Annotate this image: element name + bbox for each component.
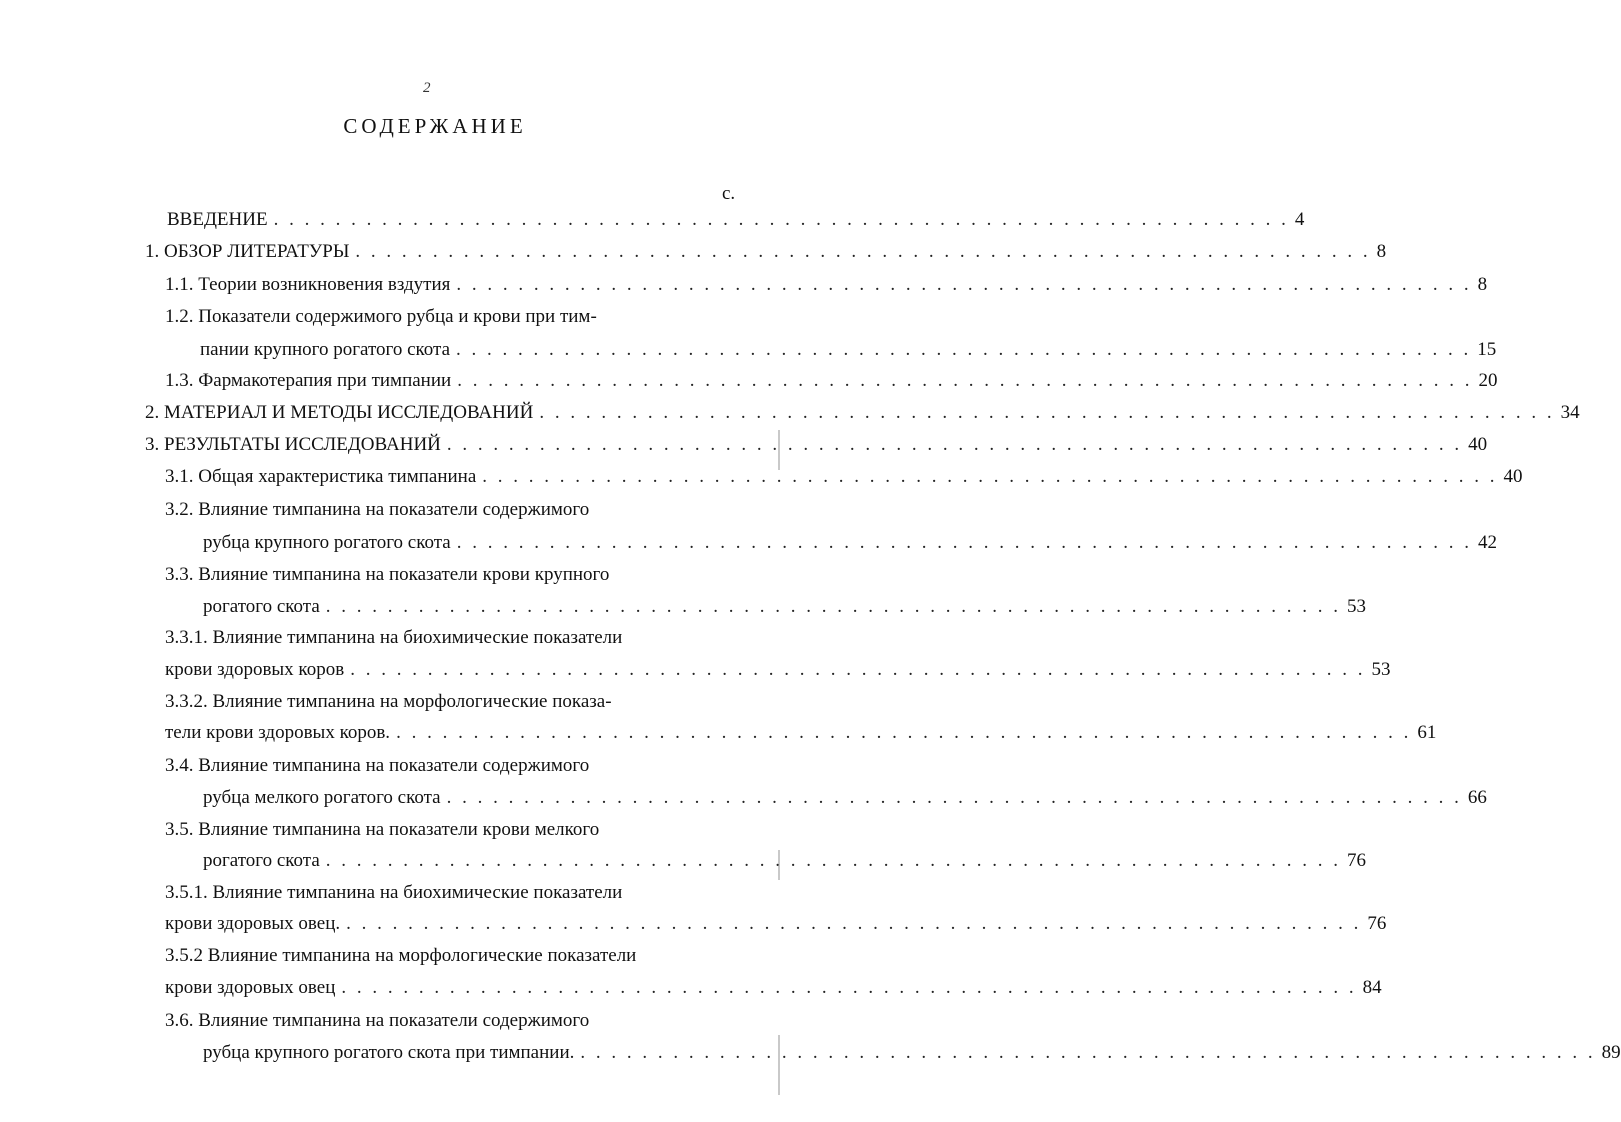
toc-entry-label-line1[interactable]: 3.5. Влияние тимпанина на показатели крови мелкого — [165, 819, 600, 840]
toc-entry-label-line1[interactable]: 3.5.1. Влияние тимпанина на биохимические показатели — [165, 882, 623, 903]
toc-entry-label-line2: крови здоровых коров — [165, 659, 345, 680]
toc-entry-page: 20 — [1478, 370, 1498, 391]
toc-entry-label: 3. РЕЗУЛЬТАТЫ ИССЛЕДОВАНИЙ — [145, 434, 441, 455]
toc-leader-dots: . . . . . . . . . . . . . . . . . . . . . . . . . . . . . . . . . . . . . . . . . . . . . . . . . . . . . . . . . . . . . . . . . . — [325, 596, 1342, 617]
page-number: 2 — [423, 80, 431, 96]
toc-entry[interactable] — [145, 402, 1580, 428]
toc-entry-label-line1[interactable]: 3.3.1. Влияние тимпанина на биохимические показатели — [165, 627, 623, 648]
toc-entry-label-line1[interactable]: 3.3. Влияние тимпанина на показатели крови крупного — [165, 564, 610, 585]
toc-entry-page: 89 — [1601, 1042, 1621, 1063]
toc-entry-label-line2: пании крупного рогатого скота — [200, 339, 451, 360]
toc-entry[interactable] — [165, 466, 1523, 492]
toc-entry-label-line2: рубца крупного рогатого скота — [203, 532, 451, 553]
toc-entry-page: 53 — [1347, 596, 1367, 617]
toc-entry-page: 76 — [1367, 913, 1387, 934]
page-column-label: с. — [722, 183, 736, 204]
toc-entry-page: 76 — [1347, 850, 1367, 871]
toc-entry-page: 40 — [1503, 466, 1523, 487]
toc-entry-page: 66 — [1467, 787, 1487, 808]
toc-leader-dots: . . . . . . . . . . . . . . . . . . . . . . . . . . . . . . . . . . . . . . . . . . . . . . . . . . . . . . . . . . . . . . . . . . — [580, 1042, 1596, 1063]
toc-entry-page: 34 — [1560, 402, 1580, 423]
toc-entry-label-line1[interactable]: 3.2. Влияние тимпанина на показатели содержимого — [165, 499, 590, 520]
toc-entry-label-line2: тели крови здоровых коров. — [165, 722, 391, 743]
toc-entry-label-line1[interactable]: 3.6. Влияние тимпанина на показатели содержимого — [165, 1010, 590, 1031]
toc-entry-label: 1.1. Теории возникновения вздутия — [165, 274, 451, 295]
toc-leader-dots: . . . . . . . . . . . . . . . . . . . . . . . . . . . . . . . . . . . . . . . . . . . . . . . . . . . . . . . . . . . . . . . . . . — [341, 977, 1357, 998]
toc-entry[interactable] — [167, 209, 1305, 235]
toc-entry-label-line2: крови здоровых овец — [165, 977, 336, 998]
toc-leader-dots: . . . . . . . . . . . . . . . . . . . . . . . . . . . . . . . . . . . . . . . . . . . . . . . . . . . . . . . . . . . . . . . . . . — [325, 850, 1342, 871]
toc-entry-label-line2: рогатого скота — [203, 596, 320, 617]
toc-leader-dots: . . . . . . . . . . . . . . . . . . . . . . . . . . . . . . . . . . . . . . . . . . . . . . . . . . . . . . . . . . . . . . . . . . — [446, 787, 1462, 808]
toc-leader-dots: . . . . . . . . . . . . . . . . . . . . . . . . . . . . . . . . . . . . . . . . . . . . . . . . . . . . . . . . . . . . . . . . . . — [446, 434, 1463, 455]
toc-entry[interactable] — [203, 787, 1487, 813]
toc-entry-page: 42 — [1477, 532, 1497, 553]
toc-entry[interactable] — [165, 274, 1488, 300]
toc-entry-page: 8 — [1376, 241, 1387, 262]
toc-entry-page: 15 — [1477, 339, 1497, 360]
toc-entry[interactable] — [203, 850, 1367, 876]
toc-entry[interactable] — [145, 241, 1387, 267]
toc-entry-label-line2: рубца крупного рогатого скота при тимпании. — [203, 1042, 575, 1063]
toc-entry[interactable] — [145, 434, 1488, 460]
toc-leader-dots: . . . . . . . . . . . . . . . . . . . . . . . . . . . . . . . . . . . . . . . . . . . . . . . . . . . . . . . . . . . . . . . . . . — [456, 274, 1472, 295]
toc-leader-dots: . . . . . . . . . . . . . . . . . . . . . . . . . . . . . . . . . . . . . . . . . . . . . . . . . . . . . . . . . . . . . . . . . . — [539, 402, 1555, 423]
toc-entry-label: 2. МАТЕРИАЛ И МЕТОДЫ ИССЛЕДОВАНИЙ — [145, 402, 534, 423]
toc-leader-dots: . . . . . . . . . . . . . . . . . . . . . . . . . . . . . . . . . . . . . . . . . . . . . . . . . . . . . . . . . . . . . . . . . . — [350, 659, 1366, 680]
toc-leader-dots: . . . . . . . . . . . . . . . . . . . . . . . . . . . . . . . . . . . . . . . . . . . . . . . . . . . . . . . . . . . . . . . . . . — [355, 241, 1371, 262]
toc-entry-label-line1[interactable]: 1.2. Показатели содержимого рубца и крови при тим- — [165, 306, 597, 327]
toc-entry[interactable] — [165, 977, 1382, 1003]
toc-entry[interactable] — [165, 722, 1437, 748]
toc-entry-label-line2: рогатого скота — [203, 850, 320, 871]
toc-entry-label-line1[interactable]: 3.3.2. Влияние тимпанина на морфологические показа- — [165, 691, 612, 712]
toc-entry-label-line2: рубца мелкого рогатого скота — [203, 787, 441, 808]
toc-leader-dots: . . . . . . . . . . . . . . . . . . . . . . . . . . . . . . . . . . . . . . . . . . . . . . . . . . . . . . . . . . . . . . . . . . — [273, 209, 1289, 230]
toc-leader-dots: . . . . . . . . . . . . . . . . . . . . . . . . . . . . . . . . . . . . . . . . . . . . . . . . . . . . . . . . . . . . . . . . . . — [456, 339, 1472, 360]
toc-entry-label-line2: крови здоровых овец. — [165, 913, 341, 934]
toc-entry-page: 8 — [1477, 274, 1488, 295]
toc-entry[interactable] — [165, 913, 1387, 939]
toc-leader-dots: . . . . . . . . . . . . . . . . . . . . . . . . . . . . . . . . . . . . . . . . . . . . . . . . . . . . . . . . . . . . . . . . . . — [396, 722, 1412, 743]
toc-entry-page: 4 — [1294, 209, 1305, 230]
toc-entry-label: 1. ОБЗОР ЛИТЕРАТУРЫ — [145, 241, 350, 262]
page-title: СОДЕРЖАНИЕ — [343, 114, 527, 138]
toc-leader-dots: . . . . . . . . . . . . . . . . . . . . . . . . . . . . . . . . . . . . . . . . . . . . . . . . . . . . . . . . . . . . . . . . . . — [482, 466, 1498, 487]
toc-entry-label-line1[interactable]: 3.5.2 Влияние тимпанина на морфологические показатели — [165, 945, 637, 966]
toc-entry[interactable] — [203, 596, 1367, 622]
toc-entry-label: 3.1. Общая характеристика тимпанина — [165, 466, 477, 487]
toc-entry-label: ВВЕДЕНИЕ — [167, 209, 268, 230]
toc-entry-label: 1.3. Фармакотерапия при тимпании — [165, 370, 452, 391]
toc-entry-page: 53 — [1371, 659, 1391, 680]
toc-entry-page: 40 — [1468, 434, 1488, 455]
toc-entry[interactable] — [165, 370, 1498, 396]
toc-entry[interactable] — [200, 339, 1497, 365]
toc-leader-dots: . . . . . . . . . . . . . . . . . . . . . . . . . . . . . . . . . . . . . . . . . . . . . . . . . . . . . . . . . . . . . . . . . . — [456, 532, 1472, 553]
toc-entry[interactable] — [203, 1042, 1621, 1068]
toc-leader-dots: . . . . . . . . . . . . . . . . . . . . . . . . . . . . . . . . . . . . . . . . . . . . . . . . . . . . . . . . . . . . . . . . . . — [346, 913, 1362, 934]
toc-entry[interactable] — [203, 532, 1497, 558]
toc-entry-label-line1[interactable]: 3.4. Влияние тимпанина на показатели содержимого — [165, 755, 590, 776]
toc-entry-page: 61 — [1417, 722, 1437, 743]
toc-leader-dots: . . . . . . . . . . . . . . . . . . . . . . . . . . . . . . . . . . . . . . . . . . . . . . . . . . . . . . . . . . . . . . . . . . — [457, 370, 1473, 391]
toc-entry-page: 84 — [1362, 977, 1382, 998]
toc-entry[interactable] — [165, 659, 1391, 685]
